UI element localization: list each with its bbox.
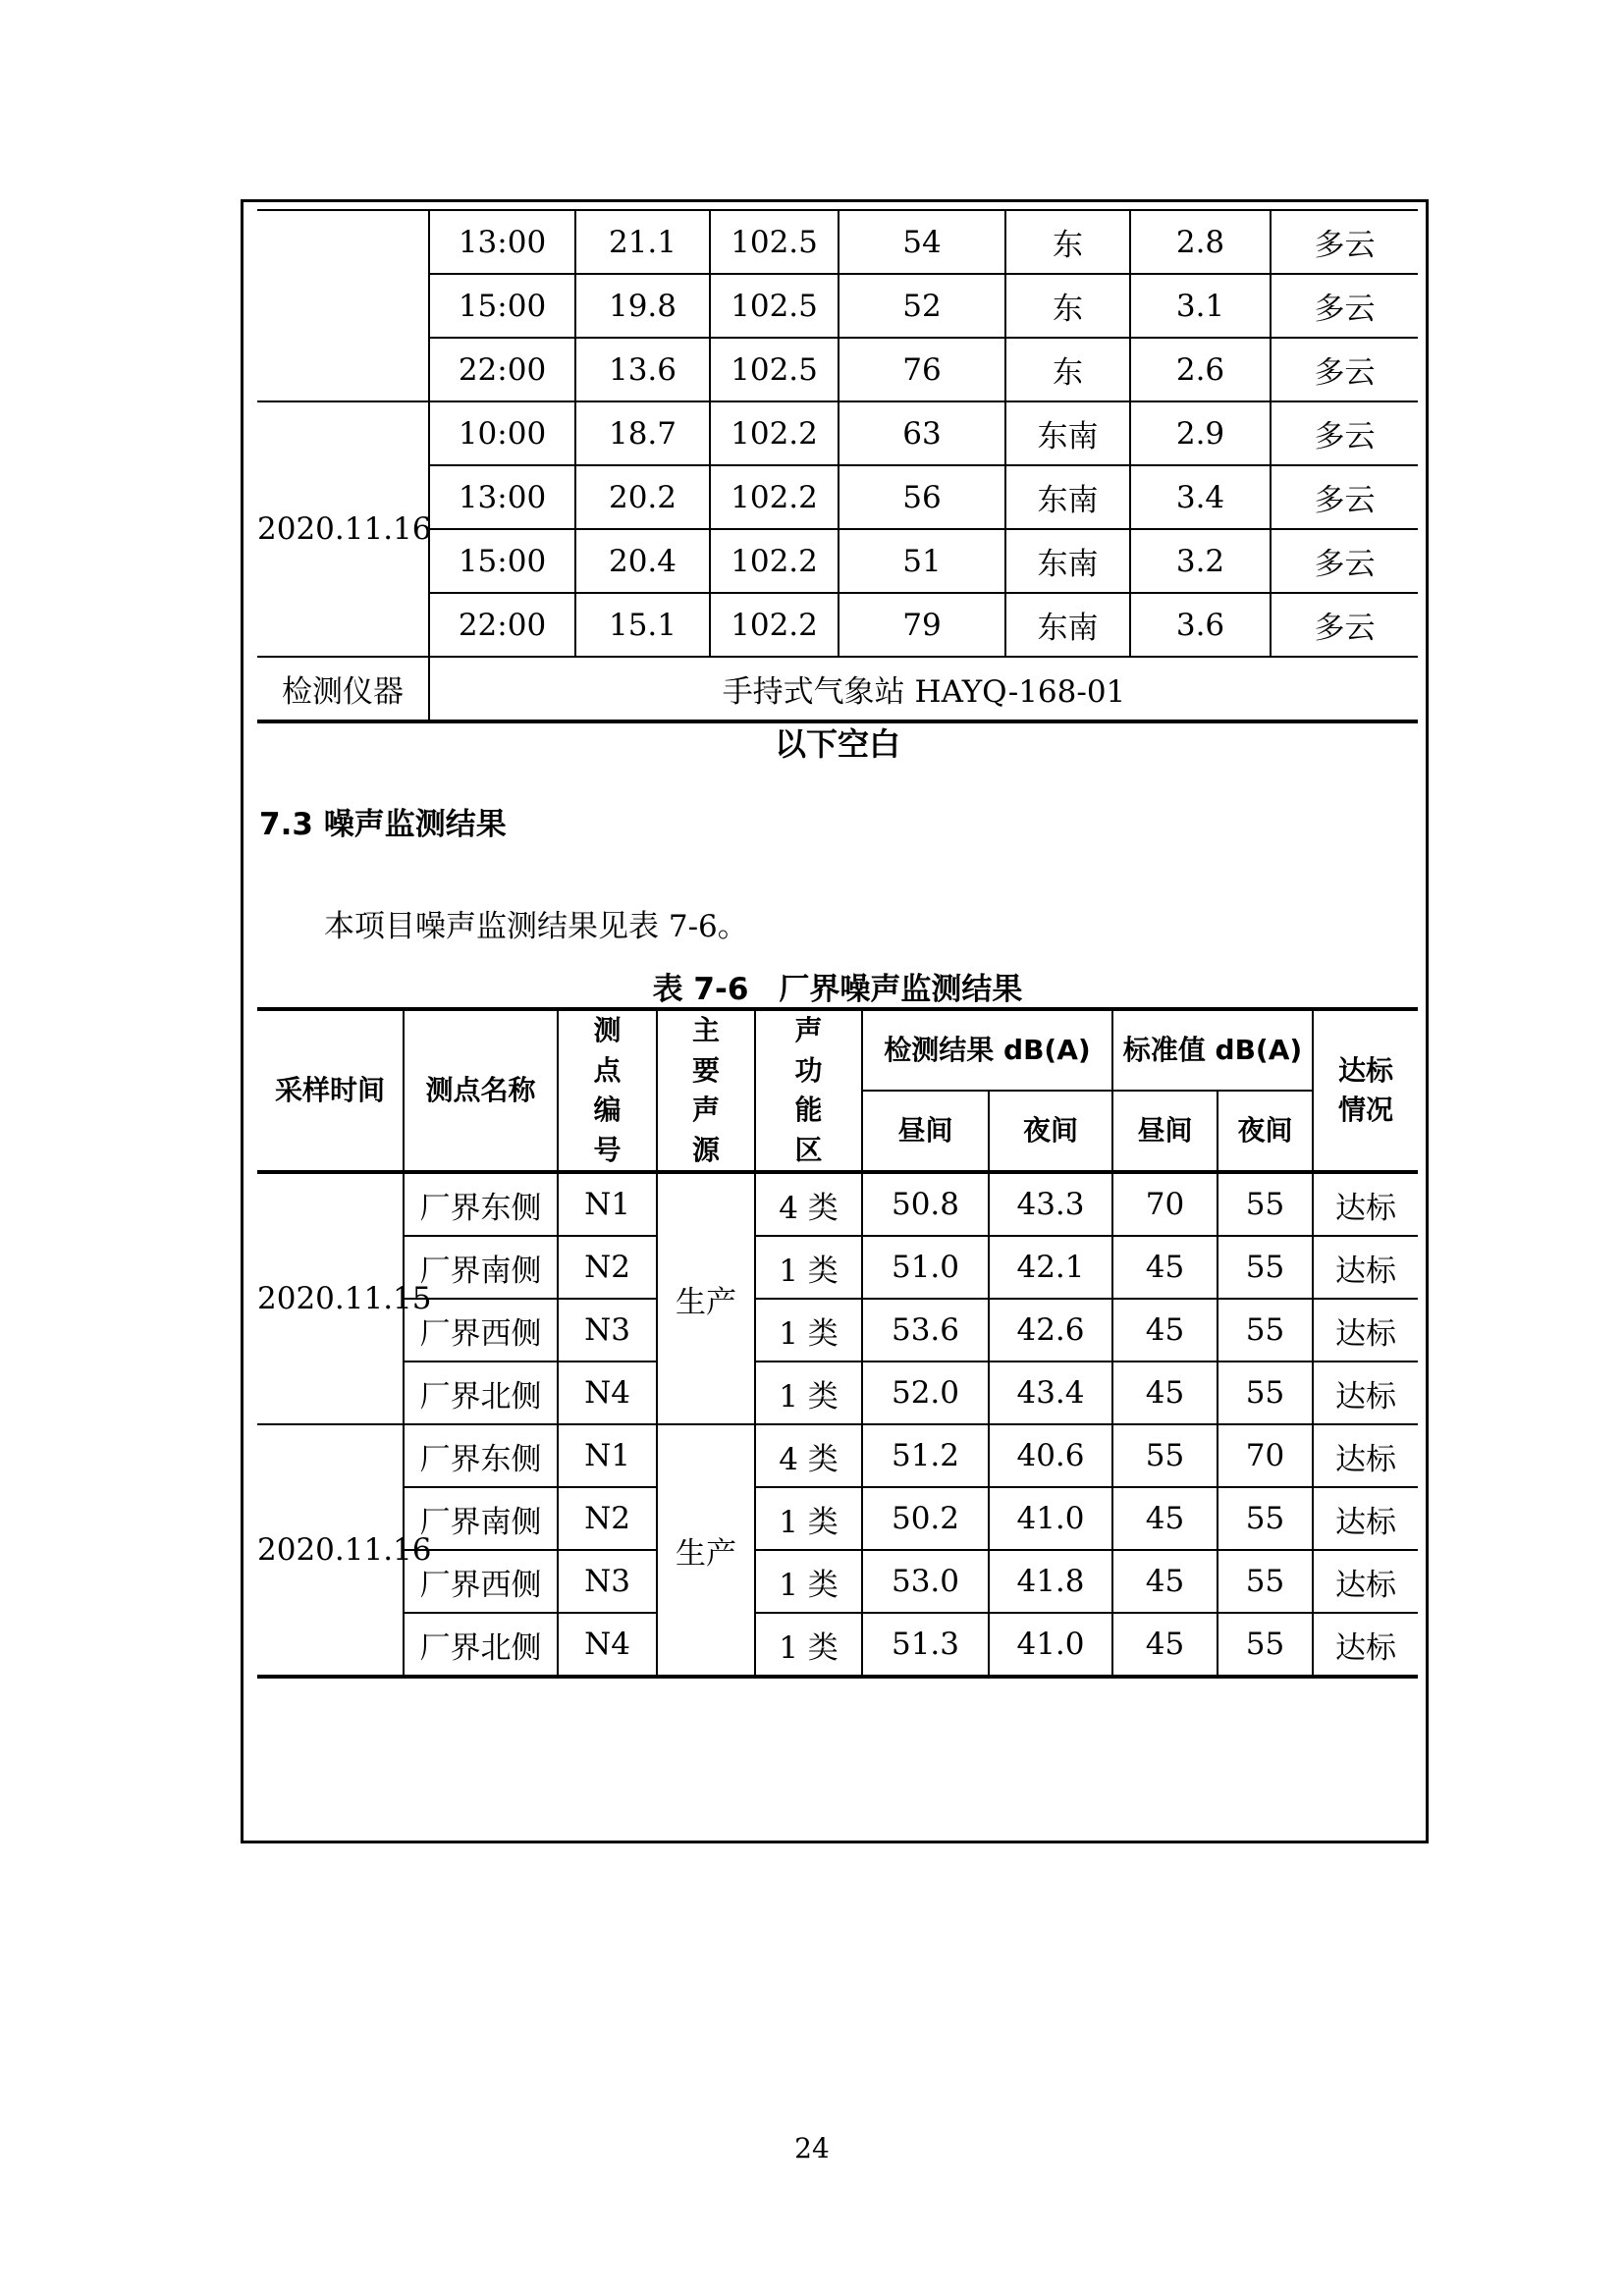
wind-direction-cell: 东 [1005, 338, 1130, 401]
table-row [257, 1550, 1418, 1613]
compliance-cell: 达标 [1313, 1613, 1418, 1677]
site-name-cell: 厂界东侧 [404, 1172, 558, 1236]
standard-night-cell: 55 [1218, 1299, 1313, 1362]
standard-day-cell: 45 [1112, 1550, 1218, 1613]
header-site-code: 测点编号 [558, 1009, 657, 1172]
table-row [257, 1613, 1418, 1677]
wind-direction-cell: 东南 [1005, 529, 1130, 593]
standard-day-cell: 45 [1112, 1236, 1218, 1299]
temperature-cell: 21.1 [575, 210, 710, 274]
compliance-cell: 达标 [1313, 1424, 1418, 1487]
weather-table [257, 209, 1418, 723]
header-standard-day: 昼间 [1112, 1091, 1218, 1172]
wind-direction-cell: 东南 [1005, 401, 1130, 465]
result-day-cell: 51.0 [862, 1236, 989, 1299]
site-code-cell: N3 [558, 1550, 657, 1613]
page-number: 24 [794, 2132, 830, 2164]
instrument-value: 手持式气象站 HAYQ-168-01 [429, 657, 1418, 721]
header-function-zone: 声功能区 [755, 1009, 862, 1172]
standard-night-cell: 55 [1218, 1487, 1313, 1550]
compliance-cell: 达标 [1313, 1299, 1418, 1362]
table-row [257, 1236, 1418, 1299]
instrument-row [257, 657, 1418, 721]
result-day-cell: 52.0 [862, 1362, 989, 1424]
compliance-cell: 达标 [1313, 1550, 1418, 1613]
result-night-cell: 42.6 [989, 1299, 1112, 1362]
section-title: 7.3 噪声监测结果 [259, 807, 507, 842]
main-source-cell: 生产 [657, 1424, 755, 1677]
site-name-cell: 厂界西侧 [404, 1299, 558, 1362]
table-row [257, 593, 1418, 657]
humidity-cell: 51 [839, 529, 1005, 593]
wind-speed-cell: 2.9 [1130, 401, 1271, 465]
result-night-cell: 41.0 [989, 1613, 1112, 1677]
time-cell: 10:00 [429, 401, 575, 465]
weather-cell: 多云 [1271, 210, 1418, 274]
noise-table [257, 1007, 1418, 1679]
pressure-cell: 102.2 [710, 401, 839, 465]
standard-day-cell: 70 [1112, 1172, 1218, 1236]
result-night-cell: 43.3 [989, 1172, 1112, 1236]
wind-speed-cell: 2.8 [1130, 210, 1271, 274]
function-zone-cell: 4 类 [755, 1172, 862, 1236]
weather-cell: 多云 [1271, 401, 1418, 465]
function-zone-cell: 1 类 [755, 1362, 862, 1424]
time-cell: 22:00 [429, 338, 575, 401]
main-source-cell: 生产 [657, 1172, 755, 1424]
site-name-cell: 厂界北侧 [404, 1613, 558, 1677]
header-sampling-time: 采样时间 [257, 1009, 404, 1172]
date-cell [257, 210, 429, 401]
wind-direction-cell: 东南 [1005, 465, 1130, 529]
header-standard-night: 夜间 [1218, 1091, 1313, 1172]
standard-night-cell: 55 [1218, 1550, 1313, 1613]
site-name-cell: 厂界西侧 [404, 1550, 558, 1613]
wind-speed-cell: 3.2 [1130, 529, 1271, 593]
pressure-cell: 102.5 [710, 210, 839, 274]
function-zone-cell: 1 类 [755, 1550, 862, 1613]
instrument-label: 检测仪器 [257, 657, 429, 721]
weather-cell: 多云 [1271, 465, 1418, 529]
pressure-cell: 102.2 [710, 593, 839, 657]
temperature-cell: 20.4 [575, 529, 710, 593]
site-code-cell: N2 [558, 1487, 657, 1550]
table-row [257, 274, 1418, 338]
site-code-cell: N3 [558, 1299, 657, 1362]
standard-night-cell: 55 [1218, 1172, 1313, 1236]
weather-cell: 多云 [1271, 274, 1418, 338]
pressure-cell: 102.5 [710, 338, 839, 401]
pressure-cell: 102.2 [710, 529, 839, 593]
standard-day-cell: 45 [1112, 1487, 1218, 1550]
pressure-cell: 102.2 [710, 465, 839, 529]
site-code-cell: N4 [558, 1613, 657, 1677]
result-day-cell: 53.0 [862, 1550, 989, 1613]
result-day-cell: 50.2 [862, 1487, 989, 1550]
header-compliance: 达标情况 [1313, 1009, 1418, 1172]
site-name-cell: 厂界东侧 [404, 1424, 558, 1487]
humidity-cell: 52 [839, 274, 1005, 338]
table-row [257, 1299, 1418, 1362]
time-cell: 15:00 [429, 529, 575, 593]
result-night-cell: 43.4 [989, 1362, 1112, 1424]
intro-paragraph: 本项目噪声监测结果见表 7-6。 [324, 909, 748, 944]
humidity-cell: 76 [839, 338, 1005, 401]
result-night-cell: 42.1 [989, 1236, 1112, 1299]
standard-night-cell: 70 [1218, 1424, 1313, 1487]
table-row [257, 1424, 1418, 1487]
site-code-cell: N4 [558, 1362, 657, 1424]
wind-direction-cell: 东南 [1005, 593, 1130, 657]
table-row [257, 210, 1418, 274]
function-zone-cell: 1 类 [755, 1236, 862, 1299]
site-name-cell: 厂界南侧 [404, 1487, 558, 1550]
result-day-cell: 50.8 [862, 1172, 989, 1236]
humidity-cell: 56 [839, 465, 1005, 529]
date-cell: 2020.11.15 [257, 1172, 404, 1424]
standard-day-cell: 45 [1112, 1362, 1218, 1424]
compliance-cell: 达标 [1313, 1362, 1418, 1424]
humidity-cell: 54 [839, 210, 1005, 274]
header-result-night: 夜间 [989, 1091, 1112, 1172]
wind-speed-cell: 3.4 [1130, 465, 1271, 529]
header-row [257, 1009, 1418, 1091]
wind-speed-cell: 3.6 [1130, 593, 1271, 657]
standard-night-cell: 55 [1218, 1613, 1313, 1677]
standard-day-cell: 45 [1112, 1299, 1218, 1362]
result-night-cell: 41.0 [989, 1487, 1112, 1550]
temperature-cell: 15.1 [575, 593, 710, 657]
time-cell: 15:00 [429, 274, 575, 338]
header-site-name: 测点名称 [404, 1009, 558, 1172]
compliance-cell: 达标 [1313, 1487, 1418, 1550]
table-row [257, 1172, 1418, 1236]
temperature-cell: 20.2 [575, 465, 710, 529]
wind-direction-cell: 东 [1005, 210, 1130, 274]
function-zone-cell: 1 类 [755, 1487, 862, 1550]
standard-day-cell: 45 [1112, 1613, 1218, 1677]
result-day-cell: 51.3 [862, 1613, 989, 1677]
temperature-cell: 19.8 [575, 274, 710, 338]
wind-direction-cell: 东 [1005, 274, 1130, 338]
weather-cell: 多云 [1271, 529, 1418, 593]
date-cell: 2020.11.16 [257, 1424, 404, 1677]
table-row [257, 1487, 1418, 1550]
result-day-cell: 51.2 [862, 1424, 989, 1487]
standard-night-cell: 55 [1218, 1362, 1313, 1424]
result-night-cell: 40.6 [989, 1424, 1112, 1487]
weather-cell: 多云 [1271, 338, 1418, 401]
function-zone-cell: 1 类 [755, 1299, 862, 1362]
wind-speed-cell: 2.6 [1130, 338, 1271, 401]
site-code-cell: N1 [558, 1172, 657, 1236]
pressure-cell: 102.5 [710, 274, 839, 338]
result-night-cell: 41.8 [989, 1550, 1112, 1613]
site-code-cell: N1 [558, 1424, 657, 1487]
table-row [257, 338, 1418, 401]
humidity-cell: 63 [839, 401, 1005, 465]
site-name-cell: 厂界南侧 [404, 1236, 558, 1299]
site-code-cell: N2 [558, 1236, 657, 1299]
compliance-cell: 达标 [1313, 1236, 1418, 1299]
header-detection-result: 检测结果 dB(A) [862, 1009, 1112, 1091]
site-name-cell: 厂界北侧 [404, 1362, 558, 1424]
table-row [257, 1362, 1418, 1424]
temperature-cell: 18.7 [575, 401, 710, 465]
time-cell: 13:00 [429, 210, 575, 274]
wind-speed-cell: 3.1 [1130, 274, 1271, 338]
header-standard-value: 标准值 dB(A) [1112, 1009, 1313, 1091]
blank-below-note: 以下空白 [774, 725, 900, 763]
time-cell: 13:00 [429, 465, 575, 529]
function-zone-cell: 4 类 [755, 1424, 862, 1487]
compliance-cell: 达标 [1313, 1172, 1418, 1236]
header-result-day: 昼间 [862, 1091, 989, 1172]
date-cell: 2020.11.16 [257, 401, 429, 657]
table-row [257, 401, 1418, 465]
time-cell: 22:00 [429, 593, 575, 657]
header-main-source: 主要声源 [657, 1009, 755, 1172]
table-caption: 表 7-6 厂界噪声监测结果 [652, 972, 1023, 1007]
temperature-cell: 13.6 [575, 338, 710, 401]
weather-cell: 多云 [1271, 593, 1418, 657]
standard-night-cell: 55 [1218, 1236, 1313, 1299]
humidity-cell: 79 [839, 593, 1005, 657]
function-zone-cell: 1 类 [755, 1613, 862, 1677]
result-day-cell: 53.6 [862, 1299, 989, 1362]
standard-day-cell: 55 [1112, 1424, 1218, 1487]
